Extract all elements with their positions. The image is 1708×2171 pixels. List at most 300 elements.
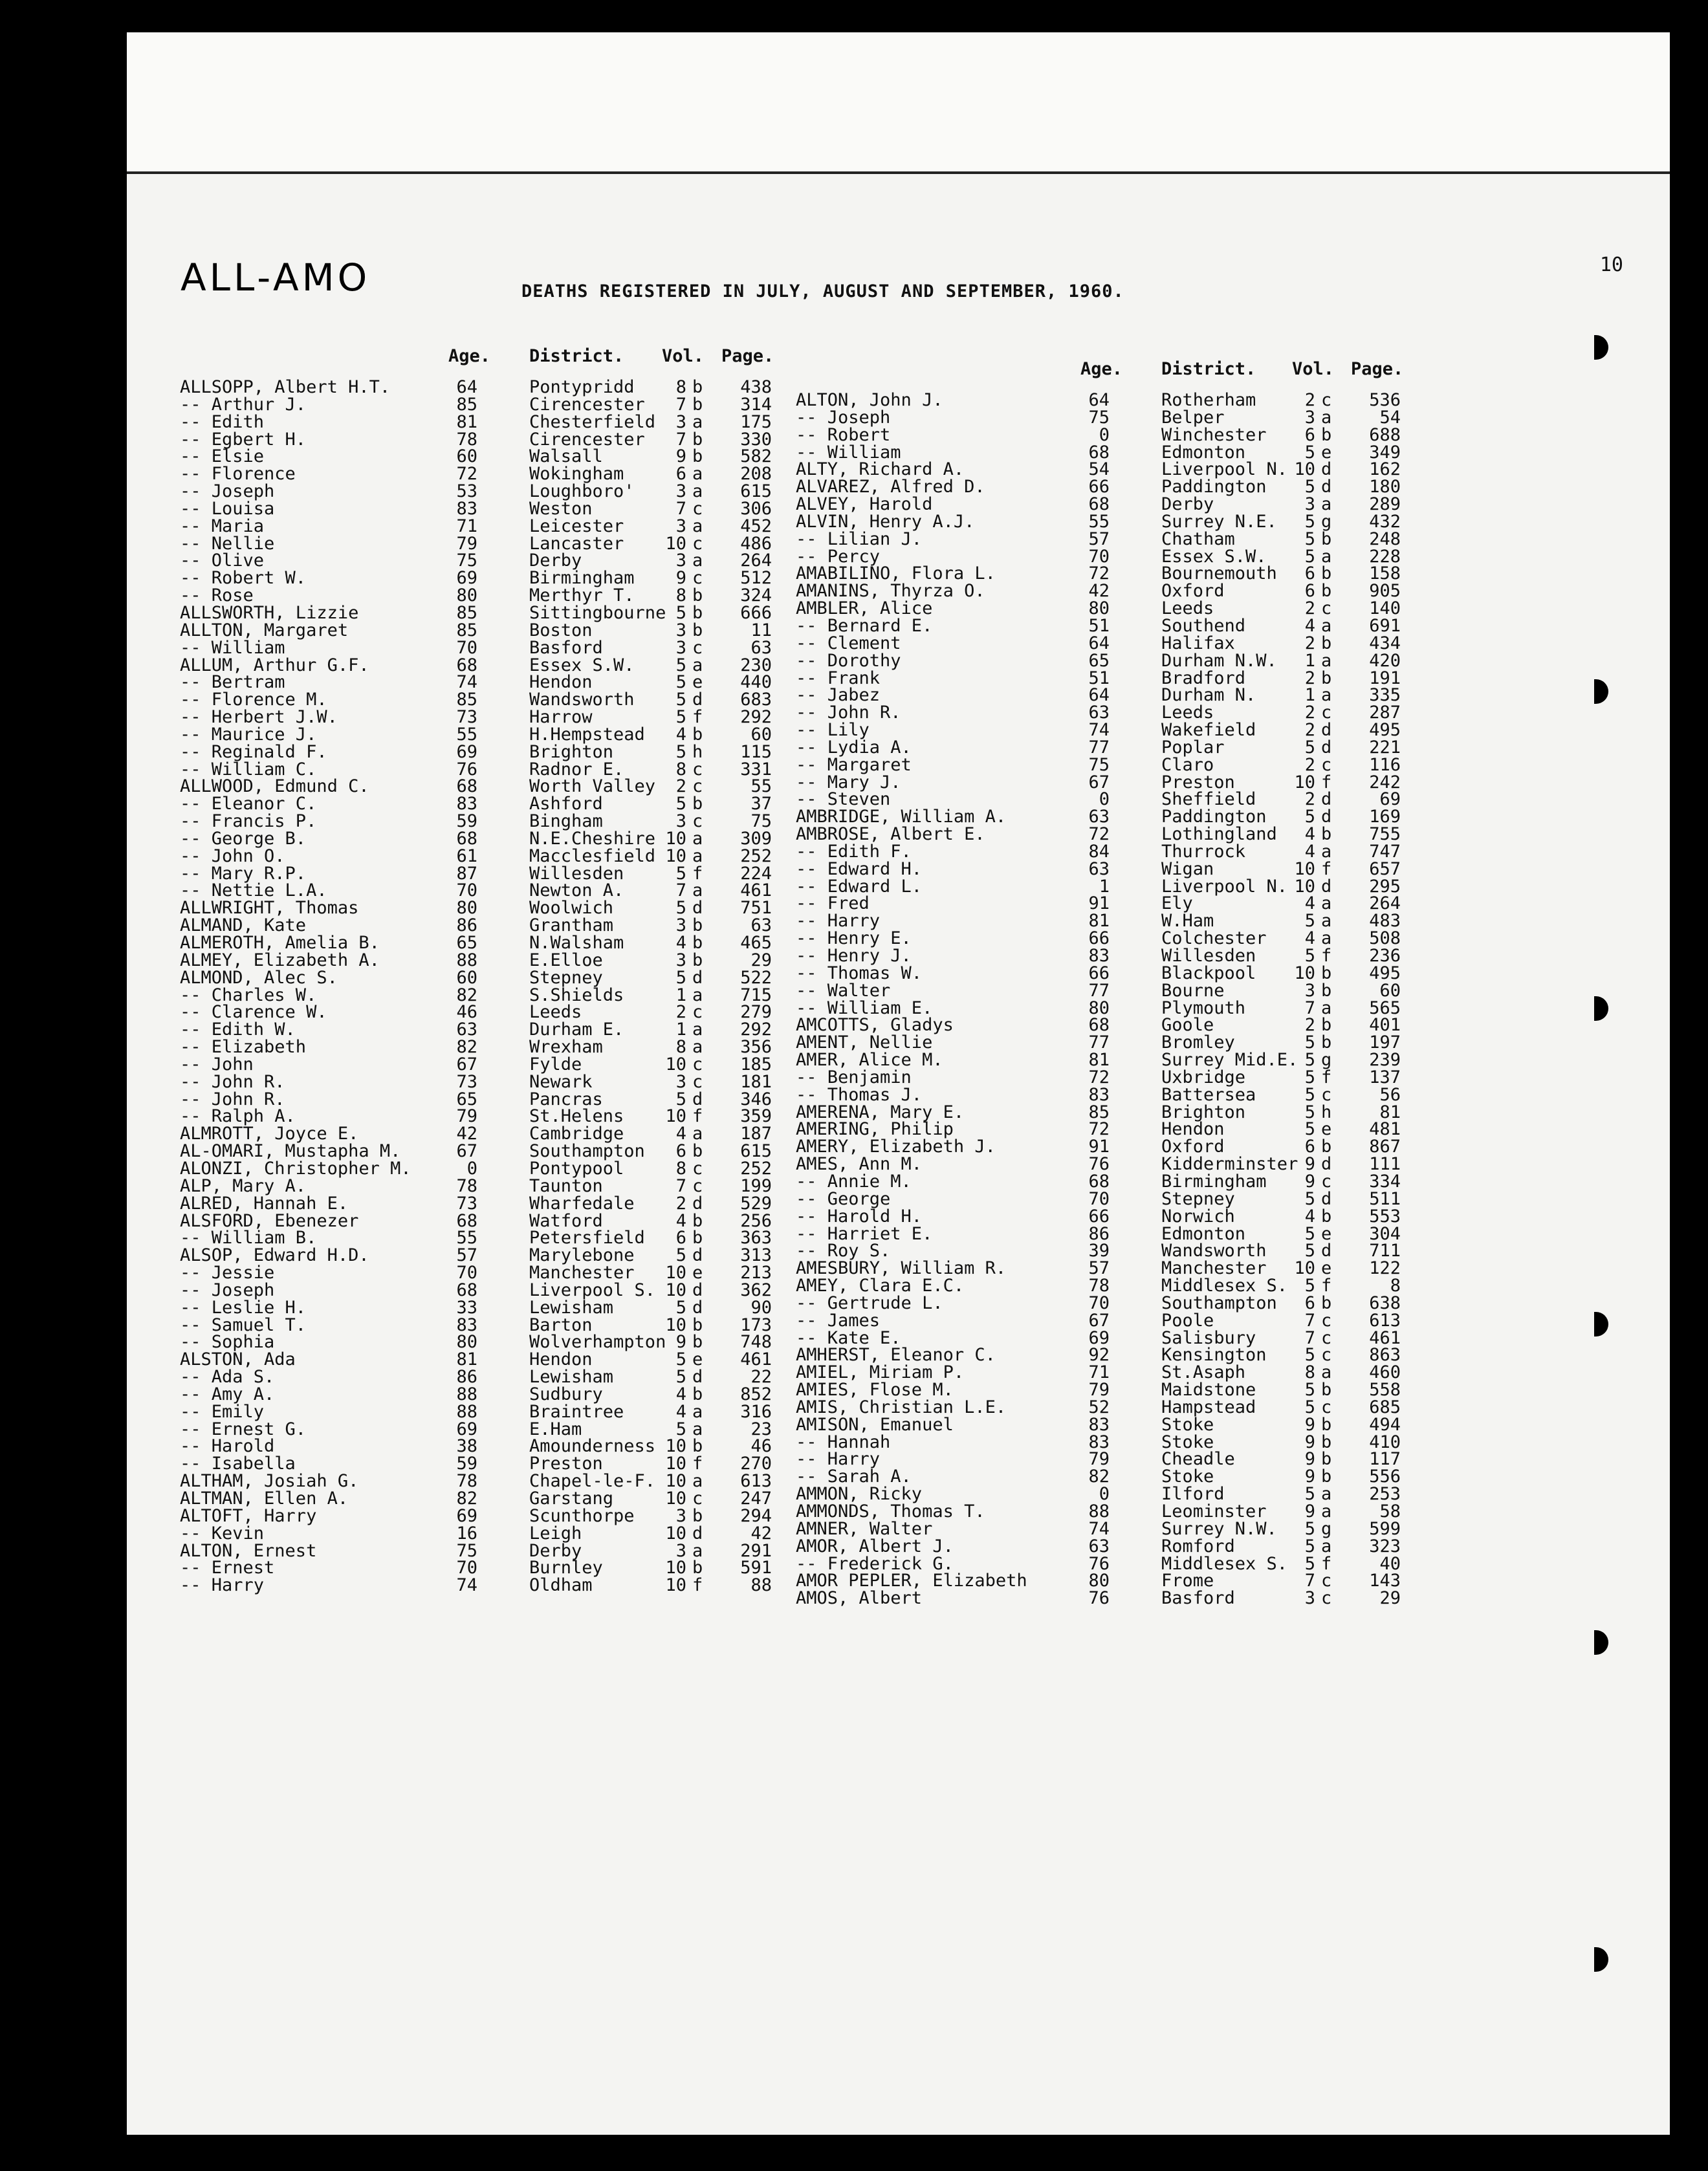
age-header: Age.	[448, 346, 491, 366]
entry-name: ALSFORD, Ebenezer	[180, 1210, 359, 1231]
entry-name: ALTON, Ernest	[180, 1540, 317, 1561]
entry-page: 236	[1369, 946, 1401, 966]
entry-volume-letter: f	[692, 863, 703, 884]
entry-name: -- Harry	[180, 1575, 265, 1596]
entry-name: -- Edward L.	[796, 876, 923, 897]
entry-name: -- Dorothy	[796, 650, 901, 671]
entry-name: -- Charles W.	[180, 985, 317, 1005]
binder-hole-icon	[1594, 679, 1608, 704]
entry-district: Frome	[1161, 1571, 1214, 1591]
entry-volume-letter: d	[692, 1280, 703, 1300]
entry-age: 82	[456, 1489, 477, 1509]
entry-volume-letter: d	[692, 1089, 703, 1109]
entry-volume-letter: c	[1321, 754, 1332, 775]
entry-volume-letter: b	[1321, 563, 1332, 584]
entry-page: 116	[1369, 754, 1401, 775]
entry-age: 66	[1088, 963, 1110, 983]
entry-volume-letter: a	[1321, 998, 1332, 1018]
entry-volume: 5	[1304, 1119, 1315, 1140]
entry-district: Wigan	[1161, 858, 1214, 879]
entry-volume: 9	[675, 568, 686, 589]
entry-volume-letter: a	[692, 1401, 703, 1422]
entry-district: Wokingham	[529, 464, 624, 485]
entry-name: -- Frederick G.	[796, 1553, 954, 1574]
entry-age: 76	[1088, 1154, 1110, 1175]
entry-district: Barton	[529, 1315, 593, 1335]
entry-name: ALMOND, Alec S.	[180, 967, 338, 988]
entry-volume: 5	[1304, 1397, 1315, 1417]
entry-volume-letter: a	[692, 481, 703, 502]
entry-volume: 1	[675, 1020, 686, 1040]
entry-name: ALLSWORTH, Lizzie	[180, 602, 359, 623]
entry-name: -- Mary J.	[796, 772, 901, 792]
entry-name: AMMON, Ricky	[796, 1484, 923, 1505]
entry-age: 72	[1088, 563, 1110, 584]
entry-volume-letter: a	[1321, 1362, 1332, 1383]
entry-page: 287	[1369, 703, 1401, 723]
entry-age: 77	[1088, 980, 1110, 1001]
entry-district: St.Asaph	[1161, 1362, 1246, 1383]
entry-age: 60	[456, 446, 477, 467]
entry-page: 230	[740, 655, 772, 675]
entry-age: 68	[456, 1210, 477, 1231]
entry-name: ALMEROTH, Amelia B.	[180, 933, 380, 953]
entry-volume-letter: d	[692, 1523, 703, 1544]
entry-name: -- Ernest	[180, 1558, 275, 1578]
entry-age: 51	[1088, 668, 1110, 688]
entry-age: 79	[456, 1106, 477, 1127]
entry-district: Bradford	[1161, 668, 1246, 688]
entry-volume-letter: a	[1321, 615, 1332, 636]
entry-age: 85	[456, 620, 477, 640]
entry-volume-letter: g	[1321, 1518, 1332, 1539]
entry-age: 63	[1088, 1536, 1110, 1556]
entry-page: 863	[1369, 1345, 1401, 1366]
district-header: District.	[1161, 359, 1256, 379]
entry-name: AMESBURY, William R.	[796, 1258, 1007, 1279]
entry-volume-letter: e	[1321, 442, 1332, 463]
entry-volume: 5	[1304, 1084, 1315, 1105]
entry-name: -- Olive	[180, 551, 265, 571]
entry-name: -- Thomas W.	[796, 963, 923, 983]
entry-volume-letter: b	[1321, 1293, 1332, 1313]
entry-page: 63	[750, 915, 772, 936]
entry-name: ALTOFT, Harry	[180, 1505, 317, 1526]
entry-volume-letter: c	[692, 1175, 703, 1196]
entry-volume-letter: a	[692, 516, 703, 536]
entry-name: -- Roy S.	[796, 1241, 891, 1261]
entry-district: Poole	[1161, 1310, 1214, 1331]
entry-page: 359	[740, 1106, 772, 1127]
entry-volume: 6	[675, 1141, 686, 1162]
entry-district: Fylde	[529, 1054, 582, 1075]
entry-page: 213	[740, 1263, 772, 1283]
entry-volume: 2	[1304, 390, 1315, 410]
entry-volume: 5	[675, 863, 686, 884]
entry-volume: 8	[675, 1158, 686, 1179]
entry-volume: 4	[675, 933, 686, 953]
entry-page: 495	[1369, 720, 1401, 741]
entry-name: AMENT, Nellie	[796, 1032, 933, 1053]
entry-name: ALP, Mary A.	[180, 1175, 307, 1196]
entry-age: 80	[1088, 598, 1110, 619]
entry-name: -- Kevin	[180, 1523, 265, 1544]
entry-page: 29	[1379, 1588, 1401, 1609]
entry-name: AMMONDS, Thomas T.	[796, 1501, 985, 1522]
entry-age: 79	[1088, 1380, 1110, 1401]
entry-page: 187	[740, 1124, 772, 1144]
entry-volume-letter: c	[1321, 1345, 1332, 1366]
register-page	[127, 32, 1670, 2135]
entry-volume: 3	[675, 516, 686, 536]
entry-district: Pontypool	[529, 1158, 624, 1179]
entry-name: -- Maria	[180, 516, 265, 536]
entry-district: Bournemouth	[1161, 563, 1277, 584]
entry-name: -- Florence	[180, 464, 296, 485]
entry-volume-letter: c	[692, 637, 703, 658]
entry-page: 264	[1369, 893, 1401, 914]
entry-page: 279	[740, 1002, 772, 1023]
entry-volume-letter: b	[1321, 1032, 1332, 1053]
entry-age: 83	[1088, 946, 1110, 966]
entry-volume: 6	[1304, 424, 1315, 445]
entry-name: -- Louisa	[180, 498, 275, 519]
entry-volume-letter: b	[692, 1332, 703, 1353]
entry-volume-letter: c	[1321, 1397, 1332, 1417]
entry-district: Battersea	[1161, 1084, 1256, 1105]
entry-volume: 5	[1304, 1484, 1315, 1505]
entry-volume-letter: d	[692, 967, 703, 988]
entry-page: 55	[750, 776, 772, 797]
entry-page: 324	[740, 585, 772, 606]
entry-name: -- Benjamin	[796, 1067, 912, 1087]
entry-name: ALVAREZ, Alfred D.	[796, 477, 985, 497]
entry-age: 69	[456, 1419, 477, 1439]
entry-age: 75	[1088, 407, 1110, 428]
entry-name: -- Joseph	[796, 407, 891, 428]
entry-volume: 5	[1304, 529, 1315, 549]
entry-page: 434	[1369, 633, 1401, 653]
entry-volume-letter: a	[1321, 407, 1332, 428]
entry-district: Stoke	[1161, 1414, 1214, 1435]
entry-age: 84	[1088, 841, 1110, 862]
entry-volume-letter: b	[1321, 824, 1332, 845]
entry-age: 70	[456, 1558, 477, 1578]
entry-volume: 3	[675, 1071, 686, 1092]
entry-age: 68	[1088, 1015, 1110, 1036]
entry-district: Durham N.	[1161, 685, 1256, 706]
entry-page: 508	[1369, 928, 1401, 949]
entry-district: Basford	[529, 637, 603, 658]
entry-name: -- Amy A.	[180, 1384, 275, 1404]
entry-volume: 6	[1304, 581, 1315, 602]
entry-name: ALRED, Hannah E.	[180, 1193, 349, 1214]
entry-page: 613	[1369, 1310, 1401, 1331]
entry-name: AMBLER, Alice	[796, 598, 933, 619]
entry-volume-letter: c	[1321, 1171, 1332, 1192]
entry-name: AMHERST, Eleanor C.	[796, 1345, 996, 1366]
entry-age: 72	[1088, 1067, 1110, 1087]
entry-name: -- Edward H.	[796, 858, 923, 879]
entry-volume: 2	[1304, 754, 1315, 775]
entry-name: -- William C.	[180, 759, 317, 780]
entry-name: ALONZI, Christopher M.	[180, 1158, 411, 1179]
entry-page: 294	[740, 1505, 772, 1526]
entry-name: ALMEY, Elizabeth A.	[180, 950, 380, 970]
entry-age: 55	[456, 1228, 477, 1249]
entry-age: 68	[456, 828, 477, 849]
entry-age: 69	[456, 1505, 477, 1526]
entry-age: 42	[1088, 581, 1110, 602]
entry-age: 66	[1088, 477, 1110, 497]
entry-name: -- Gertrude L.	[796, 1293, 943, 1313]
entry-district: Chapel-le-F.	[529, 1471, 656, 1492]
entry-volume-letter: f	[692, 1575, 703, 1596]
entry-age: 69	[1088, 1327, 1110, 1348]
entry-district: Brighton	[529, 741, 614, 762]
entry-volume: 5	[675, 690, 686, 710]
entry-volume: 5	[1304, 1518, 1315, 1539]
entry-volume: 9	[1304, 1171, 1315, 1192]
entry-volume: 6	[675, 464, 686, 485]
entry-district: Wandsworth	[529, 690, 635, 710]
entry-name: ALVIN, Henry A.J.	[796, 511, 975, 532]
entry-volume: 2	[675, 1193, 686, 1214]
entry-volume-letter: a	[1321, 650, 1332, 671]
entry-volume: 10	[665, 1106, 686, 1127]
entry-age: 63	[1088, 858, 1110, 879]
entry-volume-letter: d	[692, 690, 703, 710]
entry-volume: 4	[1304, 893, 1315, 914]
entry-district: N.E.Cheshire	[529, 828, 656, 849]
entry-volume-letter: c	[1321, 598, 1332, 619]
entry-name: AMIEL, Miriam P.	[796, 1362, 965, 1383]
page-top-band	[127, 32, 1670, 174]
entry-age: 46	[456, 1002, 477, 1023]
entry-volume-letter: c	[1321, 1588, 1332, 1609]
entry-page: 37	[750, 794, 772, 814]
entry-page: 748	[740, 1332, 772, 1353]
entry-page: 117	[1369, 1449, 1401, 1470]
entry-name: AMANINS, Thyrza O.	[796, 581, 985, 602]
entry-age: 55	[456, 724, 477, 745]
entry-age: 79	[1088, 1449, 1110, 1470]
entry-volume-letter: c	[692, 759, 703, 780]
entry-age: 91	[1088, 893, 1110, 914]
entry-age: 64	[1088, 685, 1110, 706]
entry-page: 349	[1369, 442, 1401, 463]
entry-district: Wrexham	[529, 1037, 603, 1058]
entry-page: 613	[740, 1471, 772, 1492]
entry-district: E.Ham	[529, 1419, 582, 1439]
entry-page: 536	[1369, 390, 1401, 410]
entry-age: 66	[1088, 928, 1110, 949]
entry-volume-letter: c	[692, 533, 703, 554]
entry-age: 73	[456, 707, 477, 728]
entry-page: 81	[1379, 1102, 1401, 1122]
entry-age: 65	[1088, 650, 1110, 671]
entry-age: 88	[456, 1401, 477, 1422]
entry-volume: 5	[1304, 1241, 1315, 1261]
entry-name: -- Fred	[796, 893, 870, 914]
entry-name: -- Ada S.	[180, 1367, 275, 1388]
entry-district: Oxford	[1161, 1137, 1225, 1157]
entry-name: -- Margaret	[796, 754, 912, 775]
entry-volume-letter: c	[692, 811, 703, 832]
entry-volume-letter: a	[692, 1020, 703, 1040]
entry-name: -- Edith W.	[180, 1020, 296, 1040]
entry-volume-letter: c	[1321, 1571, 1332, 1591]
entry-volume: 5	[675, 794, 686, 814]
entry-volume-letter: b	[1321, 1432, 1332, 1452]
entry-district: Petersfield	[529, 1228, 645, 1249]
entry-volume-letter: d	[692, 1297, 703, 1318]
entry-volume-letter: c	[692, 1158, 703, 1179]
entry-name: -- John R.	[180, 1089, 285, 1109]
entry-page: 11	[750, 620, 772, 640]
entry-volume: 5	[675, 1349, 686, 1370]
entry-name: -- Rose	[180, 585, 254, 606]
entry-volume-letter: a	[692, 411, 703, 432]
entry-volume-letter: a	[1321, 911, 1332, 932]
entry-district: Derby	[529, 551, 582, 571]
entry-volume: 3	[675, 637, 686, 658]
entry-volume: 5	[1304, 1536, 1315, 1556]
entry-age: 63	[1088, 807, 1110, 827]
entry-volume: 5	[1304, 1345, 1315, 1366]
entry-page: 137	[1369, 1067, 1401, 1087]
entry-district: Middlesex S.	[1161, 1553, 1288, 1574]
entry-volume-letter: a	[692, 985, 703, 1005]
entry-page: 270	[740, 1454, 772, 1474]
entry-age: 70	[1088, 1293, 1110, 1313]
entry-volume: 7	[1304, 1310, 1315, 1331]
entry-page: 247	[740, 1489, 772, 1509]
entry-volume: 1	[675, 985, 686, 1005]
entry-page: 522	[740, 967, 772, 988]
entry-page: 75	[750, 811, 772, 832]
entry-district: Pontypridd	[529, 377, 635, 397]
entry-age: 81	[1088, 1050, 1110, 1071]
entry-volume: 6	[1304, 1293, 1315, 1313]
entry-volume-letter: b	[1321, 1414, 1332, 1435]
entry-district: Bingham	[529, 811, 603, 832]
entry-name: AMES, Ann M.	[796, 1154, 923, 1175]
entry-volume-letter: a	[692, 845, 703, 866]
entry-page: 565	[1369, 998, 1401, 1018]
entry-page: 334	[1369, 1171, 1401, 1192]
entry-district: Maidstone	[1161, 1380, 1256, 1401]
entry-district: Middlesex S.	[1161, 1276, 1288, 1296]
entry-name: AMOR PEPLER, Elizabeth	[796, 1571, 1027, 1591]
entry-page: 208	[740, 464, 772, 485]
entry-age: 65	[456, 933, 477, 953]
entry-name: -- William B.	[180, 1228, 317, 1249]
entry-page: 228	[1369, 546, 1401, 567]
entry-volume: 3	[675, 481, 686, 502]
entry-district: Surrey N.E.	[1161, 511, 1277, 532]
entry-age: 64	[1088, 633, 1110, 653]
entry-age: 76	[1088, 1588, 1110, 1609]
entry-volume: 6	[1304, 1137, 1315, 1157]
entry-name: ALTY, Richard A.	[796, 459, 965, 480]
entry-district: Loughboro'	[529, 481, 635, 502]
entry-district: St.Helens	[529, 1106, 624, 1127]
entry-volume: 2	[1304, 703, 1315, 723]
entry-volume: 4	[1304, 1206, 1315, 1227]
entry-volume: 10	[665, 1523, 686, 1544]
district-header: District.	[529, 346, 624, 366]
entry-volume-letter: c	[692, 1071, 703, 1092]
entry-volume: 4	[675, 724, 686, 745]
entry-volume: 10	[665, 828, 686, 849]
entry-district: Winchester	[1161, 424, 1267, 445]
entry-page: 755	[1369, 824, 1401, 845]
entry-district: Hampstead	[1161, 1397, 1256, 1417]
entry-volume-letter: b	[692, 394, 703, 415]
entry-volume-letter: d	[1321, 459, 1332, 480]
entry-name: -- Isabella	[180, 1454, 296, 1474]
entry-volume-letter: b	[1321, 1137, 1332, 1157]
entry-district: Newton A.	[529, 880, 624, 901]
entry-age: 69	[456, 741, 477, 762]
entry-age: 73	[456, 1193, 477, 1214]
entry-volume: 8	[1304, 1362, 1315, 1383]
entry-page: 688	[1369, 424, 1401, 445]
entry-volume: 3	[675, 551, 686, 571]
entry-volume: 3	[1304, 1588, 1315, 1609]
entry-volume-letter: a	[692, 655, 703, 675]
entry-district: Oldham	[529, 1575, 593, 1596]
entry-volume-letter: a	[1321, 893, 1332, 914]
entry-volume-letter: c	[692, 1489, 703, 1509]
entry-page: 346	[740, 1089, 772, 1109]
entry-volume-letter: b	[1321, 963, 1332, 983]
entry-volume: 1	[1304, 650, 1315, 671]
entry-volume-letter: f	[1321, 1553, 1332, 1574]
entry-age: 80	[456, 898, 477, 919]
entry-page: 363	[740, 1228, 772, 1249]
entry-volume: 3	[675, 620, 686, 640]
entry-district: Woolwich	[529, 898, 614, 919]
entry-district: Sittingbourne	[529, 602, 666, 623]
entry-age: 68	[1088, 494, 1110, 515]
entry-page: 556	[1369, 1467, 1401, 1487]
entry-age: 52	[1088, 1397, 1110, 1417]
age-header: Age.	[1080, 359, 1123, 379]
entry-page: 691	[1369, 615, 1401, 636]
entry-volume-letter: b	[1321, 633, 1332, 653]
entry-name: AL-OMARI, Mustapha M.	[180, 1141, 401, 1162]
entry-name: -- Annie M.	[796, 1171, 912, 1192]
entry-page: 143	[1369, 1571, 1401, 1591]
entry-age: 83	[456, 794, 477, 814]
entry-page: 54	[1379, 407, 1401, 428]
running-head: ALL-AMO	[181, 256, 371, 300]
entry-district: Hendon	[529, 672, 593, 693]
entry-district: Wandsworth	[1161, 1241, 1267, 1261]
entry-district: Surrey Mid.E.	[1161, 1050, 1298, 1071]
entry-volume-letter: c	[1321, 1327, 1332, 1348]
entry-page: 685	[1369, 1397, 1401, 1417]
entry-district: Derby	[1161, 494, 1214, 515]
entry-volume-letter: d	[1321, 720, 1332, 741]
entry-age: 92	[1088, 1345, 1110, 1366]
entry-age: 77	[1088, 1032, 1110, 1053]
entry-page: 90	[750, 1297, 772, 1318]
entry-volume-letter: c	[1321, 1310, 1332, 1331]
entry-volume-letter: f	[1321, 772, 1332, 792]
